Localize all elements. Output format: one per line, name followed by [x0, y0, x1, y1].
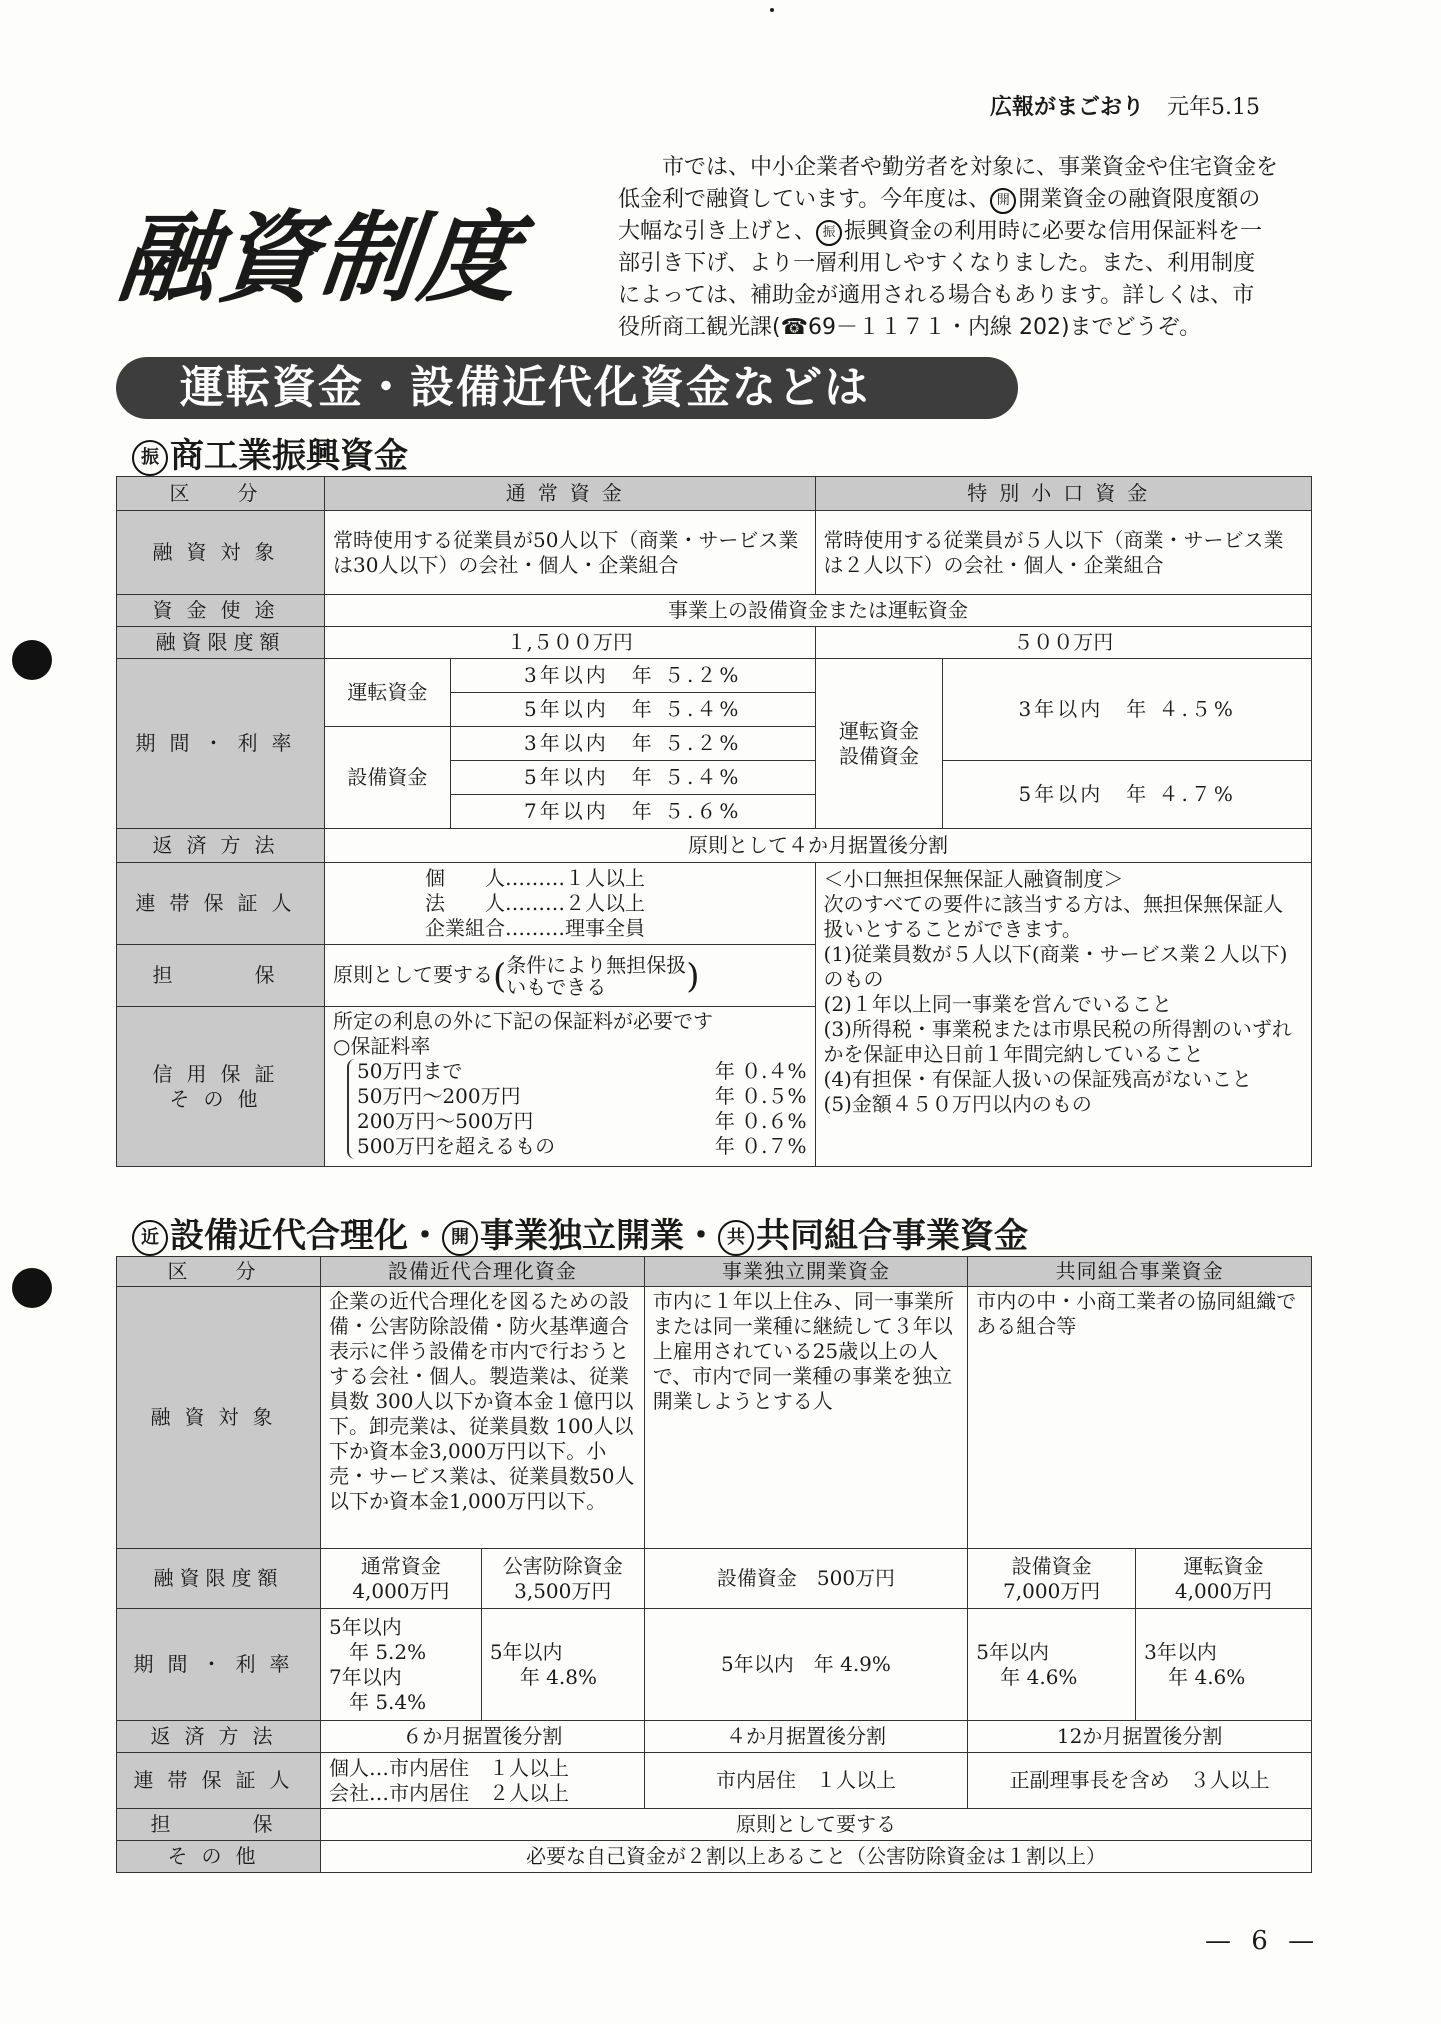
- rentai-value: 個 人………１人以上 法 人………２人以上 企業組合………理事全員: [324, 863, 815, 945]
- section-banner: 運転資金・設備近代化資金などは: [116, 357, 1018, 419]
- gendo-a1: 通常資金 4,000万円: [320, 1549, 481, 1609]
- hensai-a: ６か月据置後分割: [320, 1721, 644, 1753]
- kikan-c2: 3年以内 年 4.6%: [1136, 1609, 1312, 1721]
- col-kubun: 区 分: [117, 1257, 321, 1287]
- kindaika-table: [116, 1256, 1312, 1873]
- special-rate: 3年以内 年 ４.５%: [943, 659, 1312, 761]
- binder-hole: [12, 1268, 52, 1308]
- special-both-label: 運転資金 設備資金: [815, 659, 943, 829]
- gendo-a2: 公害防除資金 3,500万円: [481, 1549, 644, 1609]
- row-gendo-label: 融資限度額: [117, 627, 325, 659]
- hensai-b: ４か月据置後分割: [644, 1721, 968, 1753]
- special-rate: 5年以内 年 ４.７%: [943, 761, 1312, 829]
- col-normal: 通常資金: [324, 477, 815, 511]
- shin-mark: 振: [132, 440, 168, 476]
- shin-mark: 振: [816, 220, 842, 246]
- intro-line: によっては、補助金が適用される場合もあります。詳しくは、市: [618, 283, 1255, 308]
- hensai-c: 12か月据置後分割: [968, 1721, 1312, 1753]
- hensai-value: 原則として４か月据置後分割: [324, 829, 1311, 863]
- kin-mark: 近: [132, 1220, 168, 1256]
- rate-cell: 5年以内 年 ５.４%: [450, 761, 815, 795]
- col-kubun: 区 分: [117, 477, 325, 511]
- rate-cell: 7年以内 年 ５.６%: [450, 795, 815, 829]
- rentai-a: 個人…市内居住 １人以上 会社…市内居住 ２人以上: [320, 1753, 644, 1809]
- taisho-a: 企業の近代合理化を図るための設備・公害防除設備・防火基準適合表示に伴う設備を市内で行おうとする会社・個人。製造業は、従業員数 300人以下か資本金１億円以下。卸売業は、従業員数 100人以下か資本金3,000万円以下。小売・サービス業は、従業員数50人以下か資本金1,000万円以下。: [320, 1287, 644, 1549]
- row-kikan-label: 期間・利率: [117, 1609, 321, 1721]
- row-tanpo-label: 担 保: [117, 945, 325, 1007]
- intro-line: 役所商工観光課(☎69－１１７１・内線 202)までどうぞ。: [618, 315, 1202, 340]
- kyo-mark: 共: [718, 1220, 754, 1256]
- row-rentai-label: 連帯保証人: [117, 863, 325, 945]
- rate-cell: 5年以内 年 ５.４%: [450, 693, 815, 727]
- row-tanpo-label: 担 保: [117, 1809, 321, 1841]
- taisho-b: 市内に１年以上住み、同一事業所または同一業種に継続して３年以上雇用されている25歳以上の人で、市内で同一業種の事業を独立開業しようとする人: [644, 1287, 968, 1549]
- kikan-a1: 5年以内 年 5.2% 7年以内 年 5.4%: [320, 1609, 481, 1721]
- intro-line: 低金利で融資しています。今年度は、 開 開業資金の融資限度額の: [618, 187, 1261, 212]
- row-taisho-label: 融資対象: [117, 511, 325, 595]
- kikan-c1: 5年以内 年 4.6%: [968, 1609, 1136, 1721]
- mutanpo-box: [815, 863, 1311, 1167]
- intro-line: 大幅な引き上げと、 振 振興資金の利用時に必要な信用保証料を一: [618, 219, 1263, 244]
- issue-date: 元年5.15: [1167, 95, 1261, 120]
- rate-cell: 3年以内 年 ５.２%: [450, 727, 815, 761]
- fee-row: 200万円～500万円 年 ０.６%: [356, 1109, 807, 1133]
- rate-cell: 3年以内 年 ５.２%: [450, 659, 815, 693]
- page-header: [990, 90, 1260, 121]
- mutanpo-item: (5)金額４５０万円以内のもの: [823, 1092, 1092, 1116]
- col-b: 事業独立開業資金: [644, 1257, 968, 1287]
- mutanpo-item: (3)所得税・事業税または市県民税の所得割のいずれかを保証申込日前１年間完納していること: [823, 1017, 1292, 1066]
- shinyo-value: 所定の利息の外に下記の保証料が必要です ○保証料率 50万円まで 年 ０.４% 50万円～200万円 年 ０.５% 200万円～500万円 年 ０.６% 500万円を超えるもの 年 ０.７%: [324, 1007, 815, 1167]
- publication-name: 広報がまごおり: [990, 95, 1145, 120]
- fee-row: 500万円を超えるもの 年 ０.７%: [356, 1134, 807, 1158]
- page-number: — 6 —: [1205, 1926, 1321, 1956]
- unten-label: 運転資金: [324, 659, 450, 727]
- col-special: 特別小口資金: [815, 477, 1311, 511]
- row-gendo-label: 融資限度額: [117, 1549, 321, 1609]
- taisho-special: 常時使用する従業員が５人以下（商業・サービス業は２人以下）の会社・個人・企業組合: [815, 511, 1311, 595]
- shinko-table: [116, 476, 1312, 1167]
- gendo-b: 設備資金 500万円: [644, 1549, 968, 1609]
- row-shito-label: 資金使途: [117, 595, 325, 627]
- gendo-normal: １,５００万円: [324, 627, 815, 659]
- fee-row: 50万円まで 年 ０.４%: [356, 1059, 807, 1083]
- row-kikan-label: 期間・利率: [117, 659, 325, 829]
- kai-mark: 開: [442, 1220, 478, 1256]
- section2-title: 近 設備近代合理化・ 開 事業独立開業・ 共 共同組合事業資金: [132, 1208, 1028, 1257]
- mutanpo-intro: 次のすべての要件に該当する方は、無担保無保証人扱いとすることができます。: [823, 892, 1284, 941]
- tanpo-value: 原則として要する(条件により無担保扱 いもできる ): [324, 945, 815, 1007]
- taisho-c: 市内の中・小商工業者の協同組織である組合等: [968, 1287, 1312, 1549]
- fee-row: 50万円～200万円 年 ０.５%: [356, 1084, 807, 1108]
- col-a: 設備近代合理化資金: [320, 1257, 644, 1287]
- intro-line: 市では、中小企業者や勤労者を対象に、事業資金や住宅資金を: [662, 155, 1279, 180]
- binder-hole: [12, 640, 52, 680]
- shito-value: 事業上の設備資金または運転資金: [324, 595, 1311, 627]
- row-shinyo-label: 信用保証 その他: [117, 1007, 325, 1167]
- mutanpo-item: (4)有担保・有保証人扱いの保証残高がないこと: [823, 1067, 1252, 1091]
- fee-list: [347, 1059, 807, 1159]
- taisho-normal: 常時使用する従業員が50人以下（商業・サービス業は30人以下）の会社・個人・企業組合: [324, 511, 815, 595]
- row-rentai-label: 連帯保証人: [117, 1753, 321, 1809]
- col-c: 共同組合事業資金: [968, 1257, 1312, 1287]
- mutanpo-item: (1)従業員数が５人以下(商業・サービス業２人以下)のもの: [823, 942, 1288, 991]
- row-sonota-label: その他: [117, 1841, 321, 1873]
- row-taisho-label: 融資対象: [117, 1287, 321, 1549]
- intro-line: 部引き下げ、より一層利用しやすくなりました。また、利用制度: [618, 251, 1256, 276]
- row-hensai-label: 返済方法: [117, 829, 325, 863]
- speck: [770, 8, 774, 12]
- gendo-c2: 運転資金 4,000万円: [1136, 1549, 1312, 1609]
- rentai-c: 正副理事長を含め ３人以上: [968, 1753, 1312, 1809]
- mutanpo-title: ＜小口無担保無保証人融資制度＞: [823, 867, 1124, 891]
- tanpo-value: 原則として要する: [320, 1809, 1311, 1841]
- sonota-value: 必要な自己資金が２割以上あること（公害防除資金は１割以上）: [320, 1841, 1311, 1873]
- kikan-a2: 5年以内 年 4.8%: [481, 1609, 644, 1721]
- page-title: 融資制度: [113, 201, 526, 316]
- kikan-b: 5年以内 年 4.9%: [644, 1609, 968, 1721]
- kai-mark: 開: [990, 188, 1016, 214]
- rentai-b: 市内居住 １人以上: [644, 1753, 968, 1809]
- gendo-c1: 設備資金 7,000万円: [968, 1549, 1136, 1609]
- setsubi-label: 設備資金: [324, 727, 450, 829]
- gendo-special: ５００万円: [815, 627, 1311, 659]
- section1-title: 振 商工業振興資金: [132, 428, 408, 477]
- row-hensai-label: 返済方法: [117, 1721, 321, 1753]
- mutanpo-item: (2)１年以上同一事業を営んでいること: [823, 992, 1172, 1016]
- intro-text: [618, 152, 1318, 344]
